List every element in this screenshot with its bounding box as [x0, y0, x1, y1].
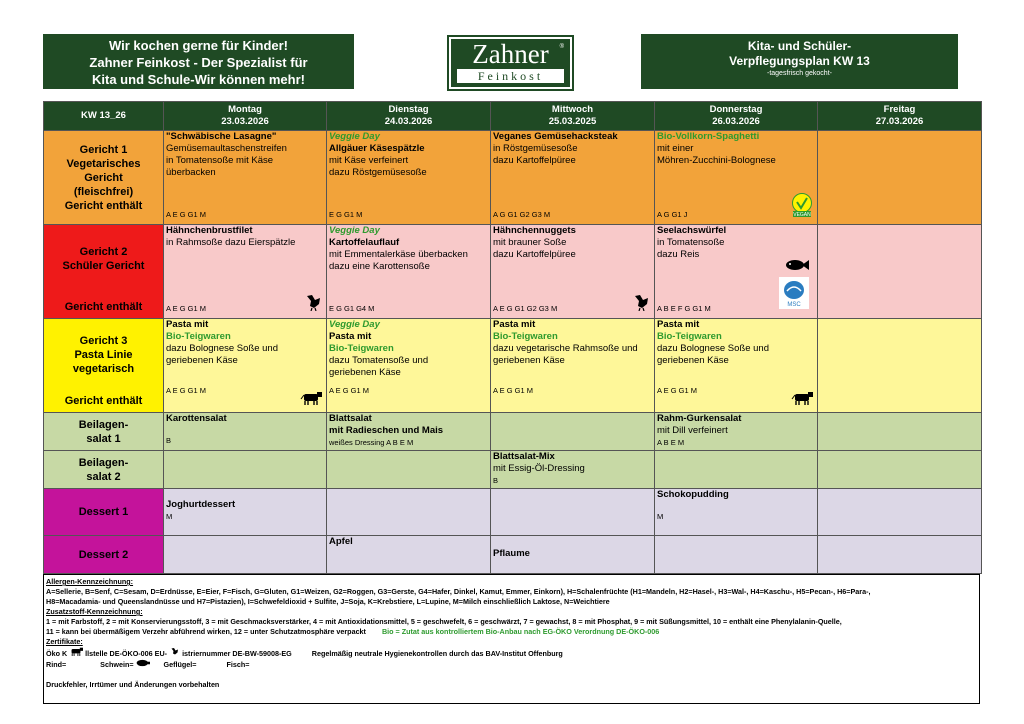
- additive-text-2: 11 = kann bei übermäßigem Verzehr abführend wirken, 12 = unter Schutzatmosphäre verpackt Bio = Zutat aus kontrolliertem Bio-Anbau nach EG-ÖKO Verordnung DE-ÖKO-006: [46, 627, 660, 636]
- cell-bs1-thu: Rahm-Gurkensalat mit Dill verfeinert A B E M: [655, 413, 818, 451]
- allergen-codes: A E G G1 M: [166, 386, 207, 395]
- week-label: KW 13_26: [44, 102, 164, 131]
- table-row-salat-1: [44, 413, 982, 451]
- zahner-logo: [449, 37, 572, 89]
- msc-label-icon: [779, 277, 809, 313]
- day-header-fri: Freitag 27.03.2026: [818, 102, 982, 131]
- slogan-box: [43, 34, 354, 89]
- slogan-line-2: Zahner Feinkost - Der Spezialist für: [89, 55, 308, 70]
- allergen-codes: A B E F G G1 M: [657, 304, 711, 313]
- vegan-icon: [791, 193, 813, 221]
- cell-g3-tue: Veggie Day Pasta mit Bio-Teigwaren dazu Tomatensoße und geriebenen Käse A E G G1 M: [327, 319, 491, 413]
- allergen-codes: B: [166, 436, 172, 445]
- cell-g2-thu: Seelachswürfel in Tomatensoße dazu Reis A B E F G G1 M MSC: [655, 225, 818, 319]
- cell-bs1-mon: Karottensalat B: [164, 413, 327, 451]
- plan-subtitle: -tagesfrisch gekocht-: [767, 70, 832, 77]
- cell-bs2-fri: [818, 451, 982, 489]
- allergen-codes: M: [657, 512, 664, 521]
- cell-d2-thu: [655, 536, 818, 574]
- veggie-day-tag: Veggie Day: [329, 131, 380, 142]
- table-row-gericht-3: [44, 319, 982, 413]
- cow-icon: [300, 391, 322, 409]
- cell-g2-mon: Hähnchenbrustfilet in Rahmsoße dazu Eierspätzle A E G G1 M: [164, 225, 327, 319]
- cell-g1-wed: Veganes Gemüsehacksteak in Röstgemüsesoße dazu Kartoffelpüree A G G1 G2 G3 M: [491, 131, 655, 225]
- allergen-codes: A E G G1 M: [657, 386, 698, 395]
- cell-d2-tue: Apfel: [327, 536, 491, 574]
- row-label-gericht-2: Gericht 2 Schüler Gericht Gericht enthält: [44, 225, 164, 319]
- cell-d1-mon: Joghurtdessert M: [164, 489, 327, 536]
- legend-footer: [43, 574, 980, 704]
- cell-g3-thu: Pasta mit Bio-Teigwaren dazu Bolognese Soße und geriebenen Käse A E G G1 M: [655, 319, 818, 413]
- table-header-row: [44, 102, 982, 131]
- row-label-salat-2: Beilagen- salat 2: [44, 451, 164, 489]
- svg-text:MSC: MSC: [787, 302, 801, 308]
- cell-d1-fri: [818, 489, 982, 536]
- row-label-gericht-3: Gericht 3 Pasta Linie vegetarisch Gericht enthält: [44, 319, 164, 413]
- allergen-heading: Allergen-Kennzeichnung:: [46, 577, 134, 586]
- cell-bs1-wed: [491, 413, 655, 451]
- cell-bs1-tue: Blattsalat mit Radieschen und Mais weißes Dressing A B E M: [327, 413, 491, 451]
- certificate-line: Öko K llstelle DE-ÖKO-006 EU- istriernummer DE-BW-59008-EG Regelmäßig neutrale Hygienekontrollen durch das BAV-Institut Offenburg: [46, 649, 563, 658]
- certificate-heading: Zertifikate:: [46, 637, 83, 646]
- chicken-icon: [304, 293, 322, 315]
- cell-bs1-fri: [818, 413, 982, 451]
- cell-g3-wed: Pasta mit Bio-Teigwaren dazu vegetarische Rahmsoße und geriebenen Käse A E G G1 M: [491, 319, 655, 413]
- chicken-icon: [169, 647, 180, 656]
- table-row-gericht-1: [44, 131, 982, 225]
- row-label-dessert-1: Dessert 1: [44, 489, 164, 536]
- allergen-text-2: H8=Macadamia- und Queenslandnüsse und H7=Pistazien), I=Schwefeldioxid + Sulfite, J=Soja, K=Krebstiere, L=Lupine, M=Milch einschließlich Laktose, N=Weichtiere: [46, 597, 610, 606]
- table-row-dessert-1: [44, 489, 982, 536]
- cell-g3-fri: [818, 319, 982, 413]
- plan-title-line-1: Kita- und Schüler-: [747, 39, 852, 53]
- cell-d2-fri: [818, 536, 982, 574]
- disclaimer-text: Druckfehler, Irrtümer und Änderungen vorbehalten: [46, 680, 220, 689]
- veggie-day-tag: Veggie Day: [329, 225, 380, 236]
- additive-heading: Zusatzstoff-Kennzeichnung:: [46, 607, 143, 616]
- day-header-mon: Montag 23.03.2026: [164, 102, 327, 131]
- cell-bs2-tue: [327, 451, 491, 489]
- slogan-line-1: Wir kochen gerne für Kinder!: [108, 38, 289, 53]
- cell-bs2-mon: [164, 451, 327, 489]
- logo-subline: Feinkost: [457, 69, 564, 83]
- cell-g1-mon: "Schwäbische Lasagne" Gemüsemaultaschenstreifen in Tomatensoße mit Käse überbacken A E G G1 M: [164, 131, 327, 225]
- allergen-codes: A E G G1 G2 G3 M: [493, 304, 558, 313]
- plan-title-box: [641, 34, 958, 89]
- bio-note: Bio = Zutat aus kontrolliertem Bio-Anbau nach EG-ÖKO Verordnung DE-ÖKO-006: [381, 627, 660, 636]
- day-header-wed: Mittwoch 25.03.2025: [491, 102, 655, 131]
- allergen-codes: A G G1 G2 G3 M: [493, 210, 551, 219]
- table-row-salat-2: [44, 451, 982, 489]
- cell-d1-thu: Schokopudding M: [655, 489, 818, 536]
- allergen-codes: A E G G1 M: [166, 304, 207, 313]
- cell-bs2-thu: [655, 451, 818, 489]
- table-row-gericht-2: [44, 225, 982, 319]
- slogan-line-3: Kita und Schule-Wir können mehr!: [92, 72, 305, 87]
- plan-title-line-2: Verpflegungsplan KW 13: [729, 54, 870, 68]
- allergen-codes: E G G1 M: [329, 210, 363, 219]
- row-label-salat-1: Beilagen- salat 1: [44, 413, 164, 451]
- menu-table: [43, 101, 982, 574]
- row-label-gericht-1: Gericht 1 Vegetarisches Gericht (fleischfrei) Gericht enthält: [44, 131, 164, 225]
- cell-g2-tue: Veggie Day Kartoffelauflauf mit Emmentalerkäse überbacken dazu eine Karottensoße E G G1 G4 M: [327, 225, 491, 319]
- logo-registered-mark: ®: [559, 44, 564, 50]
- cell-g1-thu: Bio-Vollkorn-Spaghetti mit einer Möhren-Zucchini-Bolognese A G G1 J VEGAN: [655, 131, 818, 225]
- additive-text-1: 1 = mit Farbstoff, 2 = mit Konservierungsstoff, 3 = mit Geschmacksverstärker, 4 = mit Antioxidationsmittel, 5 = geschwefelt, 6 = geschwärzt, 7 = gewachst, 8 = mit Phosphat, 9 = mit Süßungsmittel, 10 = enthält eine Phenylalanin-Quelle,: [46, 617, 842, 626]
- veggie-day-tag: Veggie Day: [329, 319, 380, 330]
- allergen-codes: A E G G1 M: [329, 386, 370, 395]
- cell-g1-fri: [818, 131, 982, 225]
- table-row-dessert-2: [44, 536, 982, 574]
- svg-text:VEGAN: VEGAN: [793, 212, 811, 217]
- meat-legend-line: Rind= Schwein= Geflügel= Fisch=: [46, 660, 250, 669]
- allergen-codes: E G G1 G4 M: [329, 304, 375, 313]
- cell-d1-tue: [327, 489, 491, 536]
- cell-d2-wed: Pflaume: [491, 536, 655, 574]
- row-label-dessert-2: Dessert 2: [44, 536, 164, 574]
- fish-icon: [785, 259, 809, 275]
- chicken-icon: [632, 293, 650, 315]
- day-header-tue: Dienstag 24.03.2026: [327, 102, 491, 131]
- logo-wordmark: Zahner: [472, 39, 549, 69]
- allergen-codes: A E G G1 M: [493, 386, 534, 395]
- cell-bs2-wed: Blattsalat-Mix mit Essig-Öl-Dressing B: [491, 451, 655, 489]
- allergen-text-1: A=Sellerie, B=Senf, C=Sesam, D=Erdnüsse, E=Eier, F=Fisch, G=Gluten, G1=Weizen, G2=Roggen, G3=Gerste, G4=Hafer, Dinkel, Kamut, Emmer, Einkorn), H=Schalenfrüchte (H1=Mandeln, H2=Hasel-, H3=Wal-, H4=Kaschu-, H5=Pecan-, H6=Para-,: [46, 587, 871, 596]
- cow-icon: [791, 391, 813, 409]
- cell-d1-wed: [491, 489, 655, 536]
- day-header-thu: Donnerstag 26.03.2026: [655, 102, 818, 131]
- cell-g2-fri: [818, 225, 982, 319]
- cell-g1-tue: Veggie Day Allgäuer Käsespätzle mit Käse verfeinert dazu Röstgemüsesoße E G G1 M: [327, 131, 491, 225]
- allergen-codes: A G G1 J: [657, 210, 688, 219]
- cell-d2-mon: [164, 536, 327, 574]
- cow-icon: [69, 647, 83, 656]
- allergen-codes: A E G G1 M: [166, 210, 207, 219]
- pig-icon: [136, 659, 150, 667]
- cell-g2-wed: Hähnchennuggets mit brauner Soße dazu Kartoffelpüree A E G G1 G2 G3 M: [491, 225, 655, 319]
- cell-g3-mon: Pasta mit Bio-Teigwaren dazu Bolognese Soße und geriebenen Käse A E G G1 M: [164, 319, 327, 413]
